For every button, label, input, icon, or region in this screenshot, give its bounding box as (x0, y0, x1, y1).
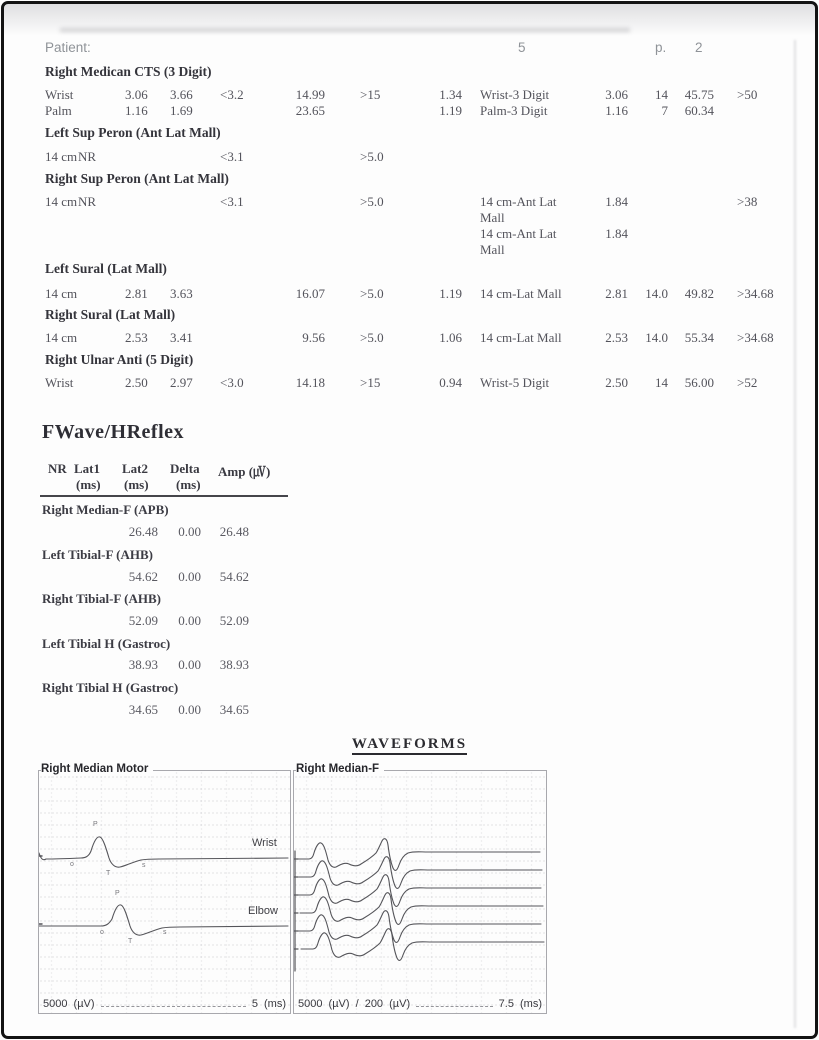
fwave-value: 0.00 (178, 657, 201, 672)
fwave-unit-ms: (ms) (76, 477, 101, 492)
ncs-cell: 1.19 (439, 103, 462, 118)
fwave-value: 0.00 (178, 524, 201, 539)
ncs-cell: Wrist (45, 87, 74, 102)
fwave-value: 34.65 (219, 702, 249, 717)
ncs-cell: Mall (480, 210, 505, 225)
trace-marker: T (128, 938, 133, 945)
ncs-cell: >52 (737, 375, 758, 390)
fwave-value: 26.48 (219, 524, 249, 539)
trace-marker: o (70, 861, 74, 868)
ncs-cell: <3.1 (220, 149, 244, 164)
page-label: p. (655, 40, 667, 55)
fwave-value: 54.62 (219, 569, 249, 584)
fwave-col-lat2: Lat2 (122, 461, 148, 476)
fwave-value: 26.48 (128, 524, 158, 539)
ncs-cell: 0.94 (439, 375, 462, 390)
ncs-cell: 2.97 (170, 375, 193, 390)
ncs-cell: <3.0 (220, 375, 244, 390)
patient-label: Patient: (45, 40, 91, 55)
ncs-cell: 60.34 (684, 103, 714, 118)
time-scale: 7.5 (ms) (498, 998, 542, 1010)
ncs-cell: Palm (45, 103, 72, 118)
ncs-cell: Mall (480, 242, 505, 257)
ncs-section-title: Right Sural (Lat Mall) (45, 307, 176, 322)
ncs-cell: <3.1 (220, 194, 244, 209)
panel-title: Right Median-F (296, 763, 384, 775)
ncs-cell: NR (78, 194, 97, 209)
waveforms-heading-text: WAVEFORMS (352, 736, 467, 755)
panel-title: Right Median Motor (41, 763, 153, 775)
ncs-cell: 2.50 (605, 375, 628, 390)
ncs-cell: >34.68 (737, 330, 774, 345)
ncs-cell: 7 (661, 103, 668, 118)
fwave-unit-ms: (ms) (176, 477, 201, 492)
ncs-cell: 3.06 (125, 87, 148, 102)
ncs-cell: 3.63 (170, 286, 193, 301)
ncs-cell: 3.41 (170, 330, 193, 345)
ncs-cell: 1.06 (439, 330, 462, 345)
ncs-cell: 1.84 (605, 226, 628, 241)
amp-scale: 5000 (µV) / 200 (µV) (298, 998, 411, 1010)
ncs-cell: >50 (737, 87, 758, 102)
ncs-cell: 2.50 (125, 375, 148, 390)
page-border-frame (1, 1, 818, 1039)
ncs-cell: 14 (655, 87, 668, 102)
ncs-cell: 56.00 (684, 375, 714, 390)
trace-marker: s (163, 929, 167, 936)
fwave-title: FWave/HReflex (42, 421, 185, 443)
ncs-cell: Wrist (45, 375, 74, 390)
fwave-entry-label: Right Median-F (APB) (42, 502, 169, 517)
fwave-col-amp: Amp (㎶) (218, 464, 271, 479)
ncs-cell: 3.06 (605, 87, 628, 102)
ncs-cell: 1.34 (439, 87, 462, 102)
ncs-section-title: Right Sup Peron (Ant Lat Mall) (45, 171, 229, 186)
ncs-cell: 14 cm-Lat Mall (480, 330, 562, 345)
ncs-cell: 1.84 (605, 194, 628, 209)
fwave-entry-label: Left Tibial H (Gastroc) (42, 636, 171, 651)
fwave-value: 38.93 (128, 657, 158, 672)
ncs-cell: >5.0 (360, 330, 384, 345)
ncs-cell: 2.53 (125, 330, 148, 345)
fwave-value: 0.00 (178, 702, 201, 717)
fwave-value: 52.09 (219, 613, 249, 628)
ncs-cell: 14 cm (45, 194, 78, 209)
ncs-section-title: Right Ulnar Anti (5 Digit) (45, 352, 194, 367)
trace-marker: s (142, 862, 146, 869)
fwave-value: 0.00 (178, 569, 201, 584)
ncs-cell: <3.2 (220, 87, 244, 102)
ncs-cell: 2.81 (605, 286, 628, 301)
ncs-cell: 9.56 (302, 330, 325, 345)
ncs-cell: 14 (655, 375, 668, 390)
ncs-section-title: Left Sup Peron (Ant Lat Mall) (45, 125, 221, 140)
ncs-cell: 14.99 (295, 87, 325, 102)
ncs-cell: 1.19 (439, 286, 462, 301)
trace-marker: P (115, 890, 120, 897)
ncs-cell: 14 cm (45, 286, 78, 301)
ncs-section-title: Right Medican CTS (3 Digit) (45, 64, 212, 79)
ncs-cell: >38 (737, 194, 758, 209)
ncs-cell: NR (78, 149, 97, 164)
ncs-cell: 23.65 (295, 103, 325, 118)
ncs-cell: 14 cm (45, 149, 78, 164)
fwave-value: 34.65 (128, 702, 158, 717)
fwave-col-delta: Delta (170, 461, 200, 476)
ncs-cell: 14 cm-Ant Lat (480, 194, 557, 209)
fwave-value: 54.62 (128, 569, 158, 584)
trace-marker: T (106, 870, 111, 877)
fwave-col-nr: NR (48, 461, 67, 476)
ncs-cell: >15 (360, 375, 381, 390)
ncs-cell: 14 cm-Ant Lat (480, 226, 557, 241)
ncs-cell: 14.18 (295, 375, 325, 390)
ncs-cell: 14 cm-Lat Mall (480, 286, 562, 301)
ncs-cell: 2.81 (125, 286, 148, 301)
ncs-cell: 49.82 (684, 286, 714, 301)
amp-scale: 5000 (µV) (43, 998, 95, 1010)
trace-label-elbow: Elbow (248, 905, 278, 917)
fwave-value: 0.00 (178, 613, 201, 628)
ncs-cell: 45.75 (684, 87, 714, 102)
ncs-cell: Wrist-3 Digit (480, 87, 550, 102)
trace-marker: o (100, 929, 104, 936)
fwave-unit-ms: (ms) (124, 477, 149, 492)
ncs-cell: 55.34 (684, 330, 714, 345)
ncs-cell: 3.66 (170, 87, 193, 102)
page-number: 2 (695, 40, 703, 55)
ncs-cell: 16.07 (295, 286, 325, 301)
ncs-cell: 1.16 (125, 103, 148, 118)
ncs-cell: Wrist-5 Digit (480, 375, 550, 390)
ncs-cell: >34.68 (737, 286, 774, 301)
ncs-cell: 1.69 (170, 103, 193, 118)
ncs-section-title: Left Sural (Lat Mall) (45, 261, 167, 276)
fwave-entry-label: Left Tibial-F (AHB) (42, 547, 153, 562)
ncs-cell: >5.0 (360, 286, 384, 301)
ncs-cell: 14 cm (45, 330, 78, 345)
fwave-value: 38.93 (219, 657, 249, 672)
ncs-cell: >5.0 (360, 194, 384, 209)
fwave-value: 52.09 (128, 613, 158, 628)
ncs-cell: 1.16 (605, 103, 628, 118)
patient-value: 5 (518, 40, 526, 55)
ncs-cell: Palm-3 Digit (480, 103, 548, 118)
fwave-col-lat1: Lat1 (74, 461, 100, 476)
ncs-cell: >15 (360, 87, 381, 102)
ncs-cell: 14.0 (645, 286, 668, 301)
ncs-cell: 14.0 (645, 330, 668, 345)
fwave-entry-label: Right Tibial-F (AHB) (42, 591, 161, 606)
trace-label-wrist: Wrist (252, 837, 277, 849)
ncs-cell: >5.0 (360, 149, 384, 164)
trace-marker: P (93, 821, 98, 828)
fwave-entry-label: Right Tibial H (Gastroc) (42, 680, 179, 695)
time-scale: 5 (ms) (251, 998, 286, 1010)
ncs-cell: 2.53 (605, 330, 628, 345)
